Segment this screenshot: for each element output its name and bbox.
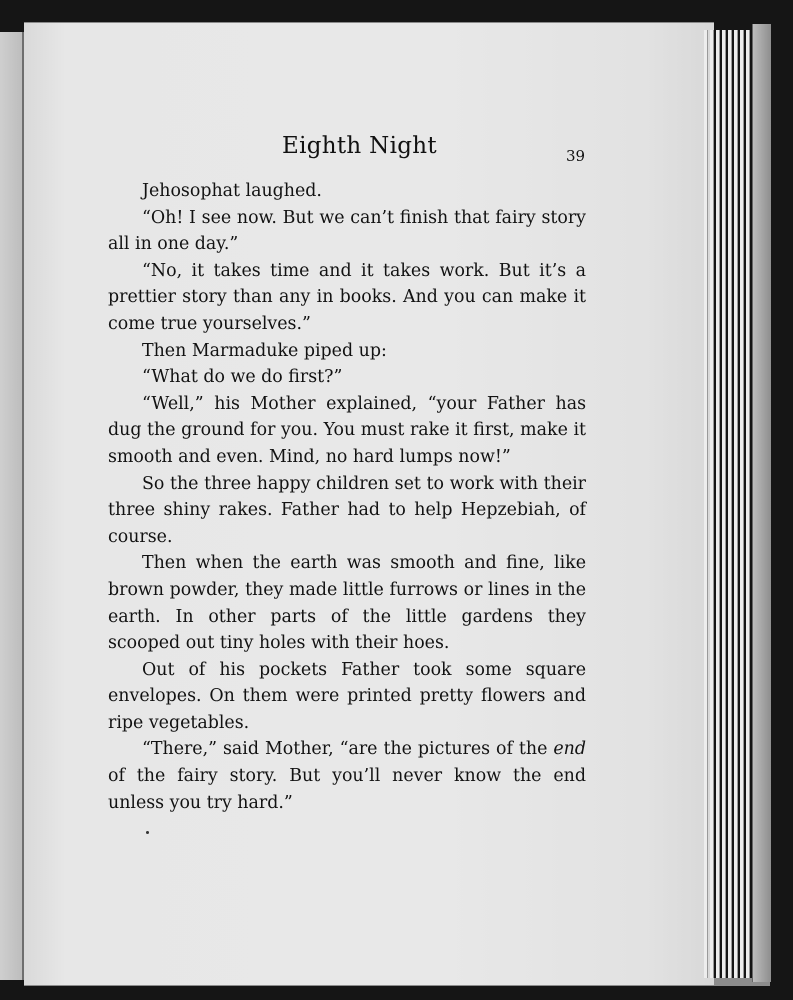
- paragraph: Then when the earth was smooth and fine, like brown powder, they made little furrows or lines in the earth. In other parts of the little gardens they scooped out tiny holes with their hoes.: [108, 553, 586, 654]
- body-text: [108, 178, 586, 816]
- page-edge: [704, 30, 708, 978]
- page-edge: [710, 30, 714, 978]
- page-number: 39: [566, 147, 586, 165]
- paragraph-final-start: “There,” said Mother, “are the pictures of the: [142, 739, 554, 760]
- book-cover-right: [752, 24, 771, 982]
- paragraph-final: [108, 736, 586, 816]
- paragraph: “No, it takes time and it takes work. But it’s a prettier story than any in books. And you can make it come true yourselves.”: [108, 260, 586, 334]
- paragraph: Out of his pockets Father took some square envelopes. On them were printed pretty flowers and ripe vegetables.: [108, 659, 586, 733]
- paragraph: Jehosophat laughed.: [142, 181, 322, 201]
- paragraph-final-end: of the fairy story. But you’ll never know the end unless you try hard.”: [108, 766, 586, 813]
- page-edge: [734, 30, 738, 978]
- paragraph: So the three happy children set to work with their three shiny rakes. Father had to help Hepzebiah, of course.: [108, 473, 586, 547]
- page-edge: [722, 30, 726, 978]
- chapter-title: Eighth Night: [282, 133, 437, 159]
- page-edge: [716, 30, 720, 978]
- paragraph: “What do we do first?”: [142, 367, 343, 388]
- left-page-edge: [0, 32, 24, 980]
- page-edge: [746, 30, 750, 978]
- italic-word: end: [553, 739, 586, 760]
- paragraph: Then Marmaduke piped up:: [142, 340, 387, 361]
- paragraph: “Oh! I see now. But we can’t finish that fairy story all in one day.”: [108, 207, 586, 255]
- print-speck: [146, 831, 149, 834]
- page-edge: [740, 30, 744, 978]
- paragraph: “Well,” his Mother explained, “your Father has dug the ground for you. You must rake it first, make it smooth and even. Mind, no hard lumps now!”: [108, 393, 586, 467]
- page-edge: [728, 30, 732, 978]
- book-page: [24, 22, 714, 985]
